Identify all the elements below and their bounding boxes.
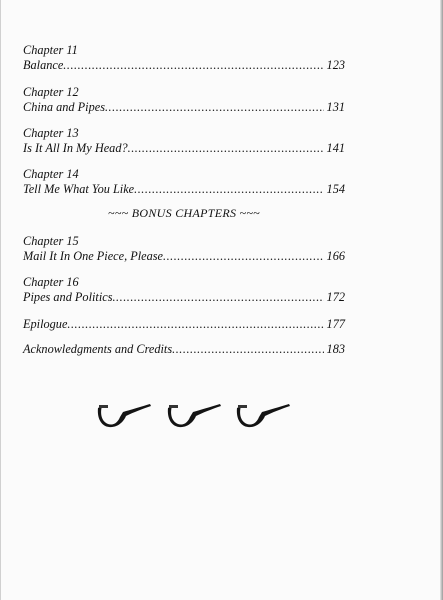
tobacco-pipe-icon xyxy=(96,399,154,429)
toc-line xyxy=(23,249,345,264)
toc-entry-acknowledgments xyxy=(23,342,345,357)
dot-leader xyxy=(134,182,323,197)
tobacco-pipe-icon xyxy=(166,399,224,429)
toc-line xyxy=(23,342,345,357)
chapter-number: Chapter 11 xyxy=(23,43,78,57)
chapter-number: Chapter 15 xyxy=(23,234,79,248)
dot-leader xyxy=(105,100,324,115)
chapter-title: Epilogue xyxy=(23,317,68,331)
page-number: 131 xyxy=(326,99,345,114)
toc-line xyxy=(23,182,345,197)
dot-leader xyxy=(163,249,324,264)
chapter-number: Chapter 13 xyxy=(23,126,79,140)
toc-entry-chapter-11 xyxy=(23,43,345,72)
chapter-number: Chapter 12 xyxy=(23,85,79,99)
page-number: 123 xyxy=(326,57,345,72)
pipe-ornament xyxy=(96,399,296,429)
page-number: 183 xyxy=(326,342,345,356)
toc-line xyxy=(23,100,345,115)
toc-entry-epilogue xyxy=(23,317,345,332)
toc-entry-chapter-15 xyxy=(23,234,345,263)
chapter-title: Balance xyxy=(23,57,64,72)
dot-leader xyxy=(63,58,323,73)
toc-line xyxy=(23,58,345,73)
chapter-number: Chapter 16 xyxy=(23,275,79,289)
page-number: 166 xyxy=(326,248,345,263)
chapter-title: China and Pipes xyxy=(23,99,105,114)
chapter-title: Mail It In One Piece, Please xyxy=(23,248,163,263)
page-number: 172 xyxy=(326,289,345,304)
chapter-title: Pipes and Politics xyxy=(23,289,113,304)
chapter-title: Tell Me What You Like xyxy=(23,181,135,196)
bonus-chapters-heading: ~~~ BONUS CHAPTERS ~~~ xyxy=(108,206,260,220)
dot-leader xyxy=(67,317,323,332)
chapter-title: Acknowledgments and Credits xyxy=(23,342,173,356)
dot-leader xyxy=(128,141,324,156)
toc-line xyxy=(23,141,345,156)
toc-line xyxy=(23,317,345,332)
page-number: 154 xyxy=(326,181,345,196)
page-number: 177 xyxy=(326,317,345,331)
page-number: 141 xyxy=(326,140,345,155)
toc-entry-chapter-14 xyxy=(23,167,345,196)
toc-entry-chapter-13 xyxy=(23,126,345,155)
toc-line xyxy=(23,290,345,305)
toc-entry-chapter-12 xyxy=(23,85,345,114)
chapter-title: Is It All In My Head? xyxy=(23,140,128,155)
chapter-number: Chapter 14 xyxy=(23,167,79,181)
dot-leader xyxy=(172,342,323,357)
dot-leader xyxy=(112,290,323,305)
tobacco-pipe-icon xyxy=(235,399,293,429)
toc-entry-chapter-16 xyxy=(23,275,345,304)
